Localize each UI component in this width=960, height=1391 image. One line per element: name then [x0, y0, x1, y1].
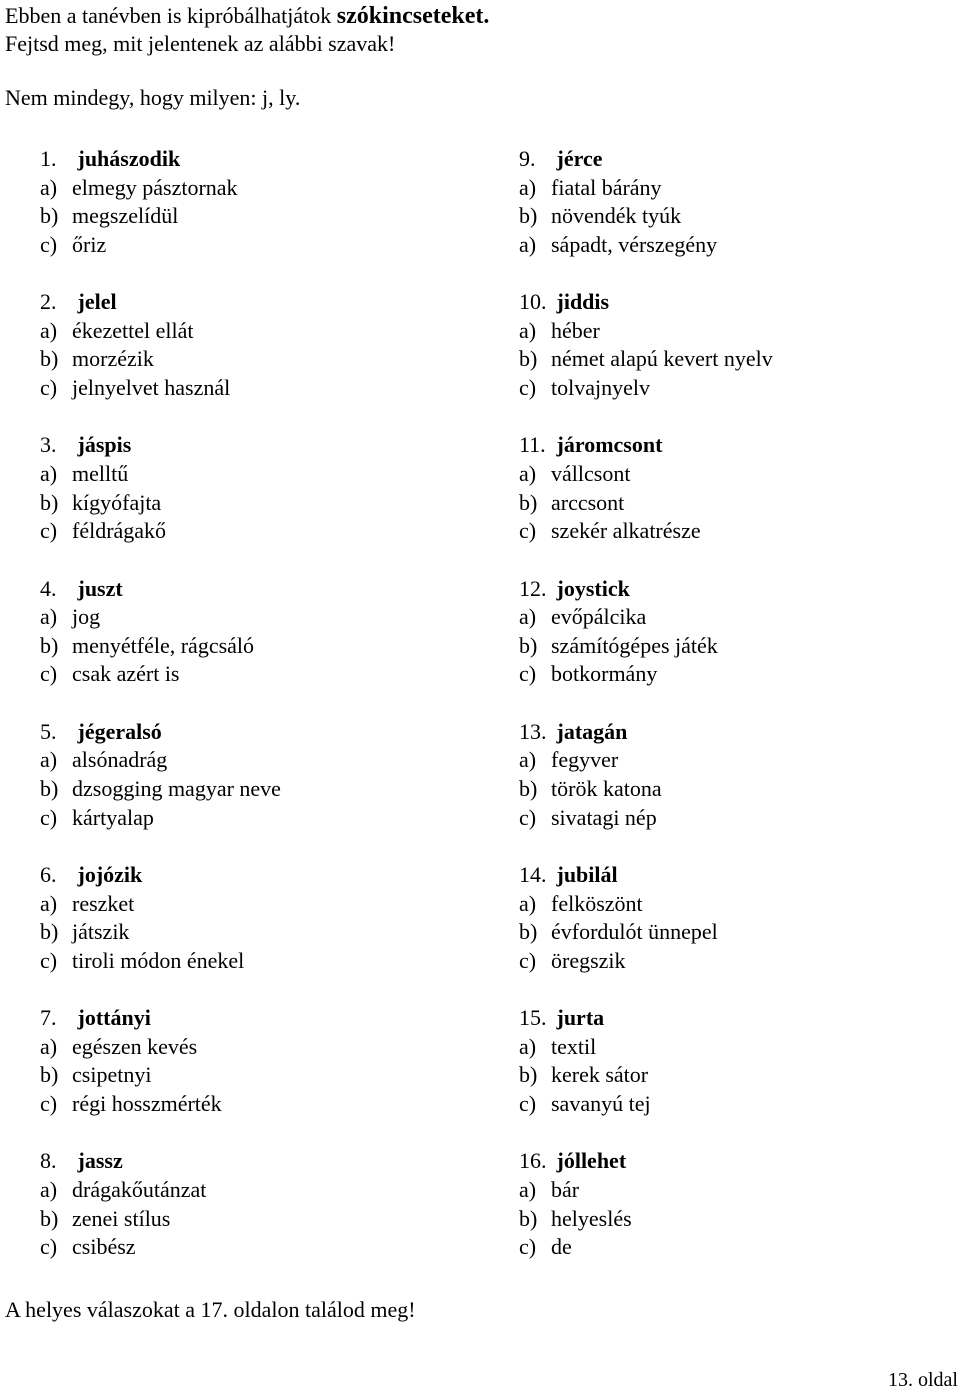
- answer-option: [40, 1176, 460, 1205]
- question-title: [519, 1147, 949, 1176]
- question-title: [40, 575, 460, 604]
- answer-option: [40, 632, 460, 661]
- question-word: jassz: [77, 1148, 123, 1174]
- option-label: a): [519, 747, 537, 773]
- option-label: b): [519, 775, 538, 801]
- question-number: 6.: [40, 861, 57, 887]
- option-label: b): [519, 919, 538, 945]
- intro-line-1-bold: szókincseteket.: [336, 3, 490, 29]
- intro-line-1: [5, 2, 489, 30]
- question-title: [519, 1004, 949, 1033]
- answer-option: [40, 374, 460, 403]
- option-label: b): [40, 489, 59, 515]
- option-label: c): [519, 518, 537, 544]
- answer-option: [40, 947, 460, 976]
- answer-option: [40, 1205, 460, 1234]
- answer-option: [519, 746, 949, 775]
- question-block: [40, 575, 460, 718]
- answer-option: [519, 947, 949, 976]
- option-label: a): [519, 890, 537, 916]
- answer-option: [40, 460, 460, 489]
- question-block: [519, 718, 949, 861]
- intro-line-3: Nem mindegy, hogy milyen: j, ly.: [5, 85, 301, 110]
- option-label: c): [40, 374, 58, 400]
- answer-option: [40, 660, 460, 689]
- answer-option: [519, 632, 949, 661]
- question-number: 9.: [519, 146, 536, 171]
- answer-option: [519, 890, 949, 919]
- option-label: c): [519, 1090, 537, 1116]
- answer-option: [519, 1233, 949, 1262]
- question-block: [40, 861, 460, 1004]
- option-text: öregszik: [551, 947, 626, 973]
- answer-option: [40, 890, 460, 919]
- option-text: török katona: [551, 775, 662, 801]
- question-word: joystick: [556, 575, 630, 601]
- option-label: b): [40, 919, 59, 945]
- question-title: [40, 861, 460, 890]
- answer-option: [519, 345, 949, 374]
- answer-option: [40, 202, 460, 231]
- option-label: a): [40, 604, 58, 630]
- answer-option: [40, 1061, 460, 1090]
- question-word: jáspis: [77, 432, 132, 458]
- intro: [5, 2, 489, 112]
- question-number: 12.: [519, 575, 547, 601]
- option-text: sápadt, vérszegény: [551, 231, 718, 257]
- answer-option: [40, 231, 460, 260]
- question-word: jatagán: [556, 718, 628, 744]
- question-title: [40, 1004, 460, 1033]
- answer-option: [40, 1233, 460, 1262]
- option-label: a): [519, 604, 537, 630]
- option-text: őriz: [72, 231, 107, 257]
- option-label: c): [519, 374, 537, 400]
- answer-option: [519, 374, 949, 403]
- question-number: 11.: [519, 432, 546, 458]
- option-label: a): [519, 317, 537, 343]
- option-label: c): [40, 661, 58, 687]
- option-text: héber: [551, 317, 600, 343]
- question-block: [519, 1147, 949, 1290]
- question-block: [519, 861, 949, 1004]
- question-block: [519, 145, 949, 288]
- answer-option: [40, 918, 460, 947]
- option-text: bár: [551, 1176, 580, 1202]
- option-text: csipetnyi: [72, 1062, 152, 1088]
- option-text: féldrágakő: [72, 518, 167, 544]
- option-text: kártyalap: [72, 804, 154, 830]
- option-label: b): [40, 632, 59, 658]
- option-label: b): [40, 1205, 59, 1231]
- question-title: [40, 1147, 460, 1176]
- question-number: 16.: [519, 1148, 547, 1174]
- option-text: de: [551, 1234, 572, 1260]
- question-block: [40, 1147, 460, 1290]
- answer-option: [40, 1090, 460, 1119]
- question-number: 14.: [519, 861, 547, 887]
- option-text: ékezettel ellát: [72, 317, 194, 343]
- question-word: jiddis: [556, 289, 610, 315]
- option-label: a): [40, 1033, 58, 1059]
- option-text: menyétféle, rágcsáló: [72, 632, 255, 658]
- option-label: a): [40, 317, 58, 343]
- answer-option: [519, 1061, 949, 1090]
- answer-option: [519, 231, 949, 260]
- option-text: fiatal bárány: [551, 174, 662, 200]
- option-label: c): [40, 1234, 58, 1260]
- option-text: kerek sátor: [551, 1062, 649, 1088]
- question-title: [519, 288, 949, 317]
- answer-option: [40, 345, 460, 374]
- option-label: a): [519, 1176, 537, 1202]
- answer-option: [519, 202, 949, 231]
- option-text: német alapú kevert nyelv: [551, 346, 773, 372]
- question-block: [519, 288, 949, 431]
- option-text: jog: [72, 604, 101, 630]
- option-label: b): [519, 1062, 538, 1088]
- answer-option: [519, 603, 949, 632]
- question-title: [519, 861, 949, 890]
- left-question-column: [40, 145, 460, 1291]
- question-title: [519, 575, 949, 604]
- question-block: [40, 431, 460, 574]
- option-text: csak azért is: [72, 661, 180, 687]
- option-text: vállcsont: [551, 460, 631, 486]
- option-text: textil: [551, 1033, 597, 1059]
- answer-option: [40, 603, 460, 632]
- option-text: kígyófajta: [72, 489, 162, 515]
- answer-option: [519, 1205, 949, 1234]
- right-question-column: [519, 145, 949, 1291]
- option-label: b): [40, 346, 59, 372]
- option-text: savanyú tej: [551, 1090, 651, 1116]
- question-block: [519, 575, 949, 718]
- question-block: [40, 718, 460, 861]
- option-label: c): [519, 661, 537, 687]
- question-word: jérce: [556, 146, 603, 171]
- option-text: drágakőutánzat: [72, 1176, 207, 1202]
- option-text: évfordulót ünnepel: [551, 919, 718, 945]
- option-text: dzsogging magyar neve: [72, 775, 281, 801]
- page-number: 13. oldal: [888, 1369, 958, 1391]
- option-label: c): [519, 947, 537, 973]
- question-number: 4.: [40, 575, 57, 601]
- answer-option: [40, 489, 460, 518]
- option-text: növendék tyúk: [551, 203, 682, 229]
- option-label: a): [40, 174, 58, 200]
- question-title: [40, 145, 460, 174]
- question-word: juhászodik: [77, 146, 181, 171]
- answer-option: [40, 317, 460, 346]
- question-block: [519, 1004, 949, 1147]
- option-text: botkormány: [551, 661, 658, 687]
- option-text: sivatagi nép: [551, 804, 657, 830]
- option-label: b): [519, 632, 538, 658]
- question-word: jurta: [556, 1005, 605, 1031]
- question-title: [40, 431, 460, 460]
- option-text: jelnyelvet használ: [72, 374, 231, 400]
- answer-option: [519, 1033, 949, 1062]
- answer-option: [40, 746, 460, 775]
- question-block: [519, 431, 949, 574]
- option-label: c): [40, 1090, 58, 1116]
- question-title: [40, 288, 460, 317]
- answer-option: [519, 1176, 949, 1205]
- answer-option: [519, 517, 949, 546]
- intro-line-2: Fejtsd meg, mit jelentenek az alábbi szavak!: [5, 31, 396, 56]
- option-text: fegyver: [551, 747, 619, 773]
- option-text: helyeslés: [551, 1205, 632, 1231]
- question-block: [40, 1004, 460, 1147]
- question-word: juszt: [77, 575, 123, 601]
- option-text: morzézik: [72, 346, 154, 372]
- answer-option: [40, 1033, 460, 1062]
- option-label: c): [519, 1234, 537, 1260]
- question-number: 1.: [40, 146, 57, 171]
- option-text: elmegy pásztornak: [72, 174, 238, 200]
- question-word: jégeralsó: [77, 718, 162, 744]
- option-label: b): [519, 203, 538, 229]
- question-number: 7.: [40, 1005, 57, 1031]
- option-text: játszik: [72, 919, 130, 945]
- question-word: jóllehet: [556, 1148, 627, 1174]
- option-label: b): [519, 1205, 538, 1231]
- option-label: a): [519, 174, 537, 200]
- option-text: zenei stílus: [72, 1205, 171, 1231]
- option-text: megszelídül: [72, 203, 179, 229]
- option-label: b): [40, 1062, 59, 1088]
- question-title: [519, 718, 949, 747]
- answer-option: [519, 489, 949, 518]
- option-text: melltű: [72, 460, 129, 486]
- answer-option: [40, 804, 460, 833]
- option-label: b): [40, 775, 59, 801]
- question-title: [40, 718, 460, 747]
- option-text: felköszönt: [551, 890, 643, 916]
- option-text: arccsont: [551, 489, 625, 515]
- option-label: b): [519, 346, 538, 372]
- answer-option: [519, 1090, 949, 1119]
- option-text: egészen kevés: [72, 1033, 198, 1059]
- question-word: jelel: [77, 289, 117, 315]
- question-number: 3.: [40, 432, 57, 458]
- answer-option: [519, 804, 949, 833]
- question-block: [40, 145, 460, 288]
- intro-line-1-text: Ebben a tanévben is kipróbálhatjátok: [5, 3, 337, 28]
- option-label: c): [40, 804, 58, 830]
- option-label: a): [40, 747, 58, 773]
- question-number: 5.: [40, 718, 57, 744]
- answer-option: [519, 775, 949, 804]
- option-text: tolvajnyelv: [551, 374, 650, 400]
- option-label: a): [519, 231, 537, 257]
- question-title: [519, 431, 949, 460]
- option-label: c): [40, 518, 58, 544]
- question-word: jubilál: [556, 861, 618, 887]
- option-text: evőpálcika: [551, 604, 647, 630]
- question-word: jottányi: [77, 1005, 151, 1031]
- question-block: [40, 288, 460, 431]
- option-text: reszket: [72, 890, 135, 916]
- question-number: 15.: [519, 1005, 547, 1031]
- answer-option: [519, 317, 949, 346]
- option-label: a): [40, 1176, 58, 1202]
- answer-option: [40, 775, 460, 804]
- answer-option: [40, 517, 460, 546]
- answers-note: A helyes válaszokat a 17. oldalon találod meg!: [5, 1297, 416, 1322]
- option-label: c): [519, 804, 537, 830]
- question-number: 2.: [40, 289, 57, 315]
- answer-option: [519, 660, 949, 689]
- answer-option: [40, 174, 460, 203]
- option-label: c): [40, 947, 58, 973]
- answer-option: [519, 174, 949, 203]
- option-label: a): [519, 460, 537, 486]
- option-text: régi hosszmérték: [72, 1090, 222, 1116]
- option-text: számítógépes játék: [551, 632, 718, 658]
- question-number: 13.: [519, 718, 547, 744]
- question-number: 8.: [40, 1148, 57, 1174]
- option-label: a): [40, 460, 58, 486]
- question-word: járomcsont: [556, 432, 663, 458]
- option-text: szekér alkatrésze: [551, 518, 701, 544]
- option-label: b): [40, 203, 59, 229]
- option-label: b): [519, 489, 538, 515]
- option-text: csibész: [72, 1234, 136, 1260]
- option-text: alsónadrág: [72, 747, 168, 773]
- question-number: 10.: [519, 289, 547, 315]
- answer-option: [519, 460, 949, 489]
- question-word: jojózik: [77, 861, 143, 887]
- question-title: [519, 145, 949, 174]
- option-label: c): [40, 231, 58, 257]
- option-text: tiroli módon énekel: [72, 947, 245, 973]
- option-label: a): [40, 890, 58, 916]
- option-label: a): [519, 1033, 537, 1059]
- answer-option: [519, 918, 949, 947]
